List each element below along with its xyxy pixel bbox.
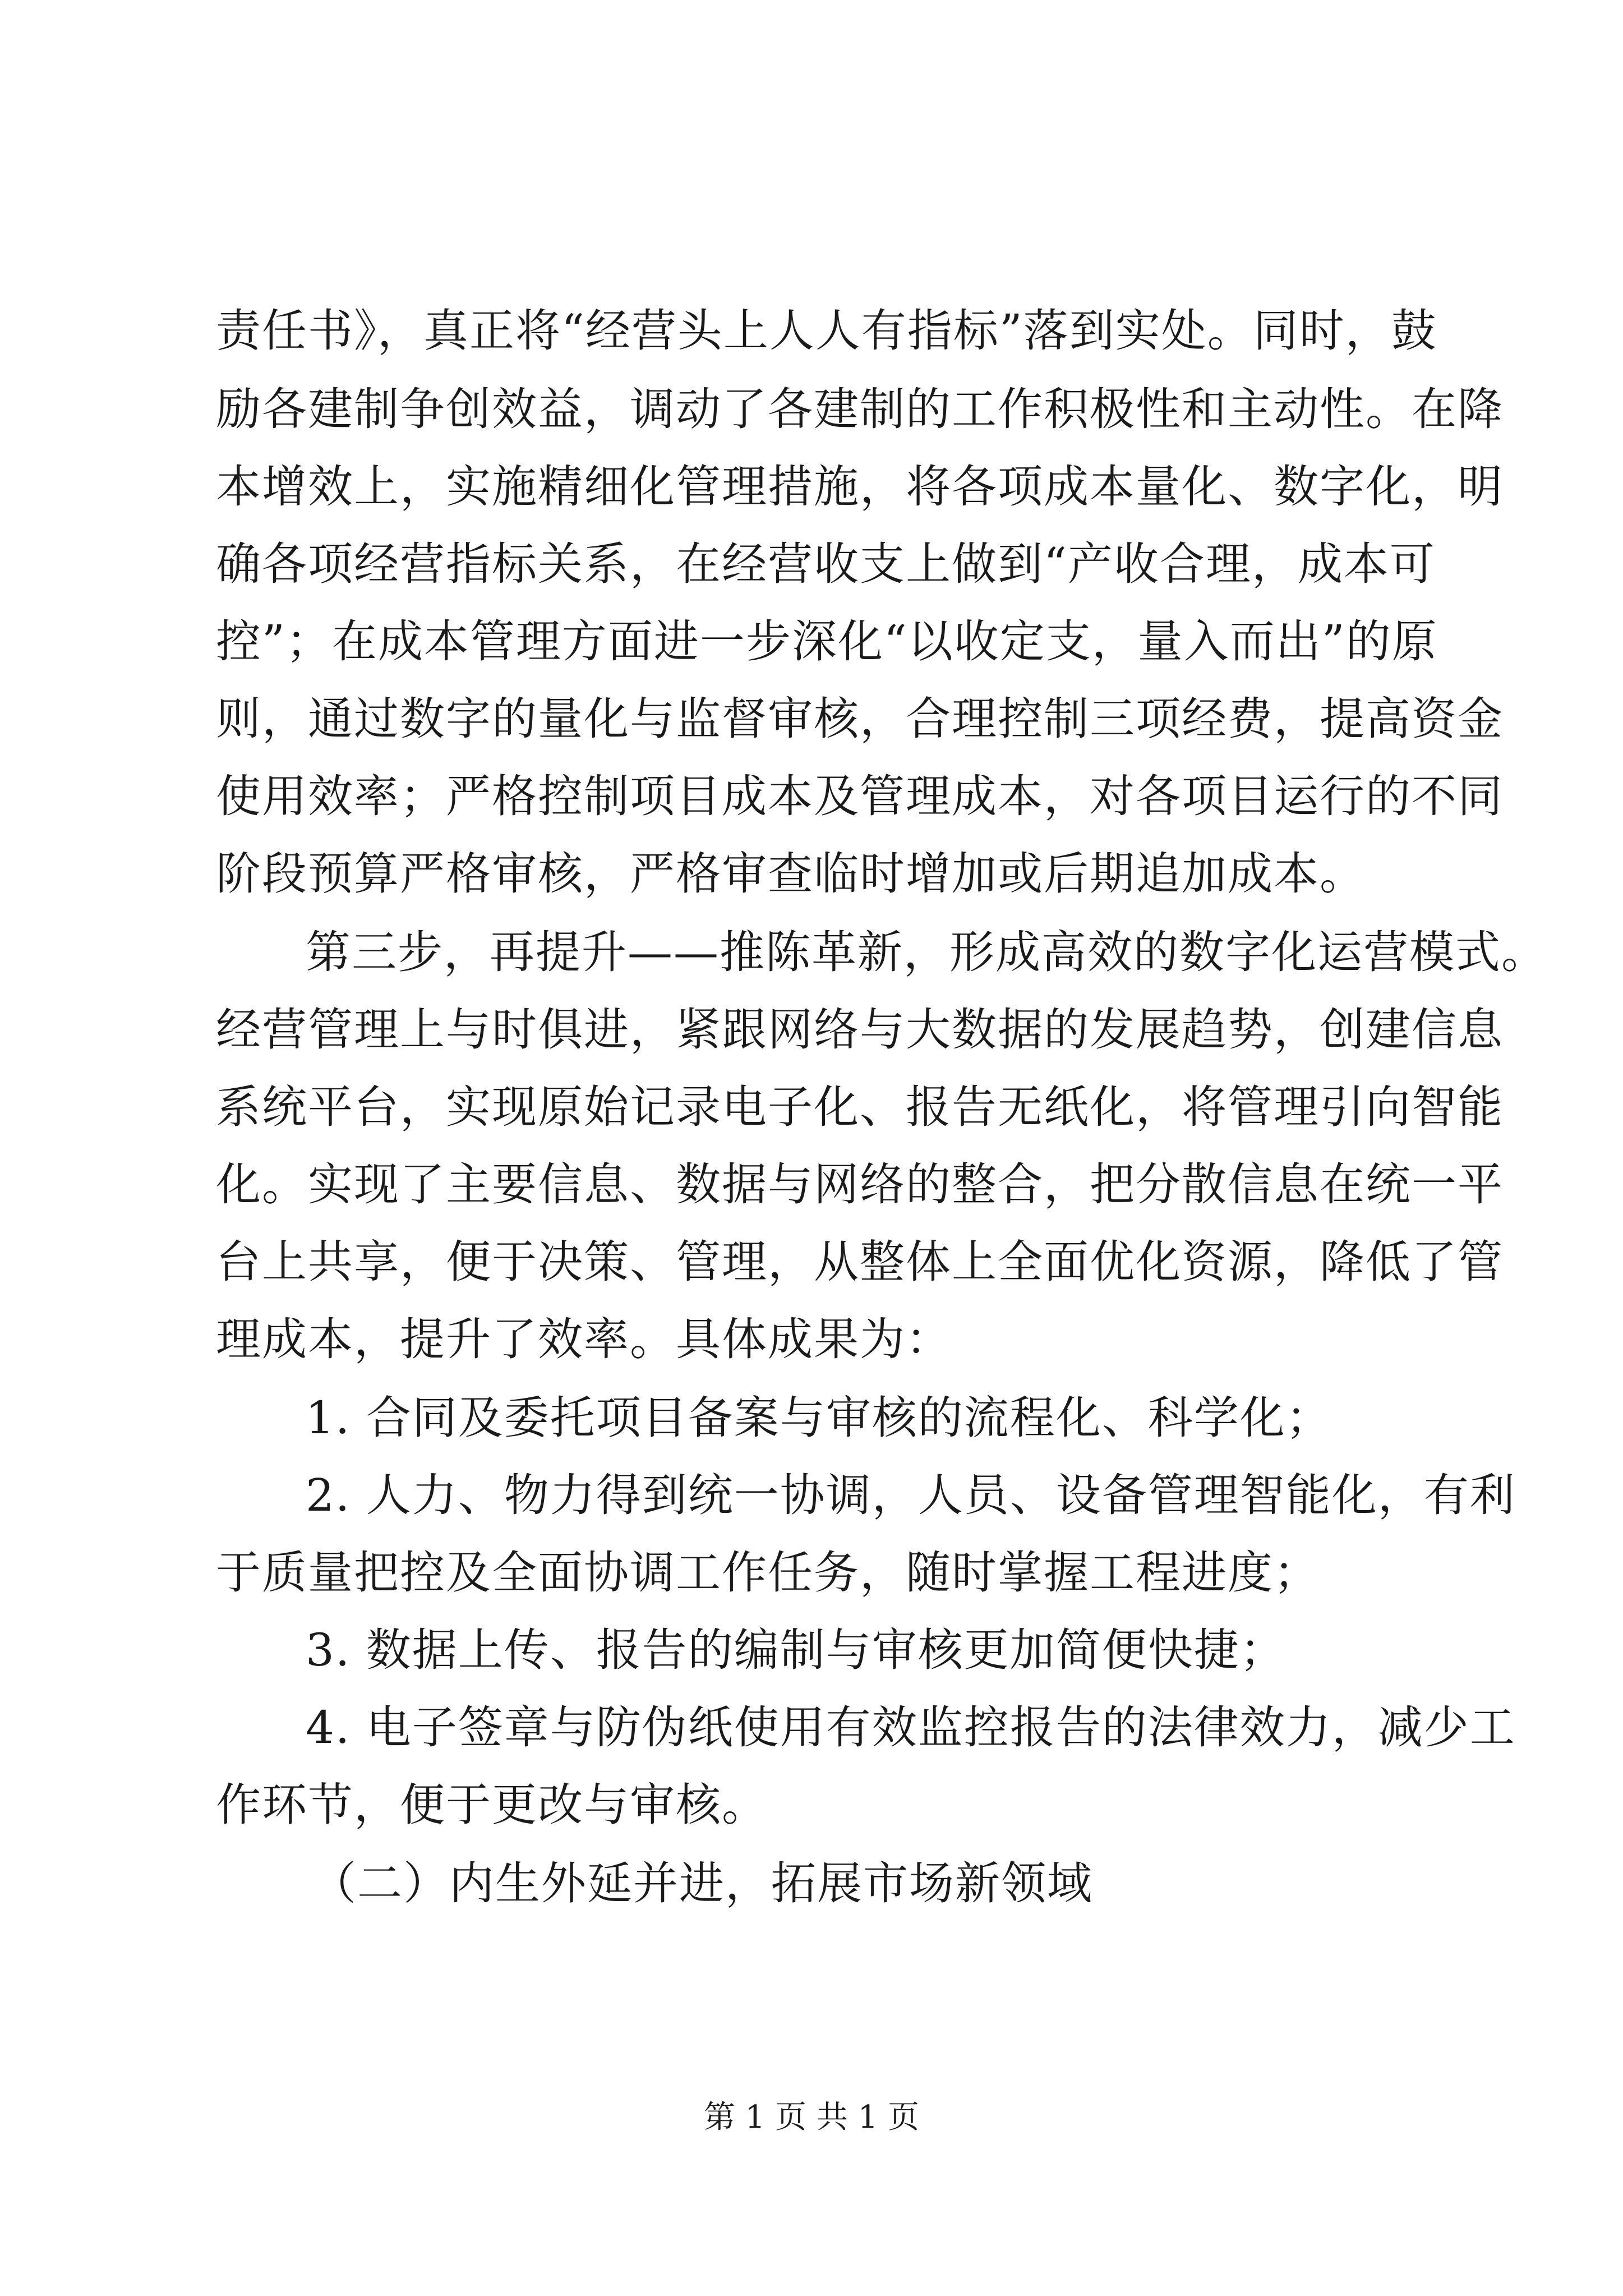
- paragraph-line: 台上共享，便于决策、管理，从整体上全面优化资源，降低了管: [216, 1236, 1504, 1288]
- paragraph-line: 则，通过数字的量化与监督审核，合理控制三项经费，提高资金: [216, 693, 1504, 745]
- paragraph-line: 励各建制争创效益，调动了各建制的工作积极性和主动性。在降: [216, 383, 1504, 435]
- paragraph-line: 化。实现了主要信息、数据与网络的整合，把分散信息在统一平: [216, 1158, 1504, 1211]
- paragraph-line: 作环节，便于更改与审核。: [216, 1779, 768, 1831]
- paragraph-line: 系统平台，实现原始记录电子化、报告无纸化，将管理引向智能: [216, 1081, 1504, 1133]
- list-item: 4. 电子签章与防伪纸使用有效监控报告的法律效力，减少工: [306, 1701, 1516, 1754]
- paragraph-line: 控”；在成本管理方面进一步深化“以收定支，量入而出”的原: [216, 615, 1438, 668]
- list-item: 2. 人力、物力得到统一协调，人员、设备管理智能化，有利: [306, 1469, 1516, 1521]
- paragraph-line: 确各项经营指标关系，在经营收支上做到“产收合理，成本可: [216, 538, 1436, 590]
- section-heading: （二）内生外延并进，拓展市场新领域: [311, 1857, 1093, 1910]
- paragraph-line: 于质量把控及全面协调工作任务，随时掌握工程进度；: [216, 1547, 1320, 1599]
- list-item: 3. 数据上传、报告的编制与审核更加简便快捷；: [306, 1624, 1286, 1676]
- page-footer: 第 1 页 共 1 页: [703, 2099, 920, 2136]
- paragraph-line: 使用效率；严格控制项目成本及管理成本，对各项目运行的不同: [216, 770, 1504, 822]
- paragraph-line: 责任书》，真正将“经营头上人人有指标”落到实处。同时，鼓: [216, 305, 1437, 357]
- paragraph-line: 第三步，再提升——推陈革新，形成高效的数字化运营模式。: [306, 926, 1547, 978]
- list-item: 1. 合同及委托项目备案与审核的流程化、科学化；: [306, 1392, 1332, 1444]
- paragraph-line: 经营管理上与时俱进，紧跟网络与大数据的发展趋势，创建信息: [216, 1004, 1504, 1056]
- paragraph-line: 本增效上，实施精细化管理措施，将各项成本量化、数字化，明: [216, 461, 1504, 513]
- paragraph-line: 阶段预算严格审核，严格审查临时增加或后期追加成本。: [216, 848, 1366, 900]
- paragraph-line: 理成本，提升了效率。具体成果为：: [216, 1313, 952, 1365]
